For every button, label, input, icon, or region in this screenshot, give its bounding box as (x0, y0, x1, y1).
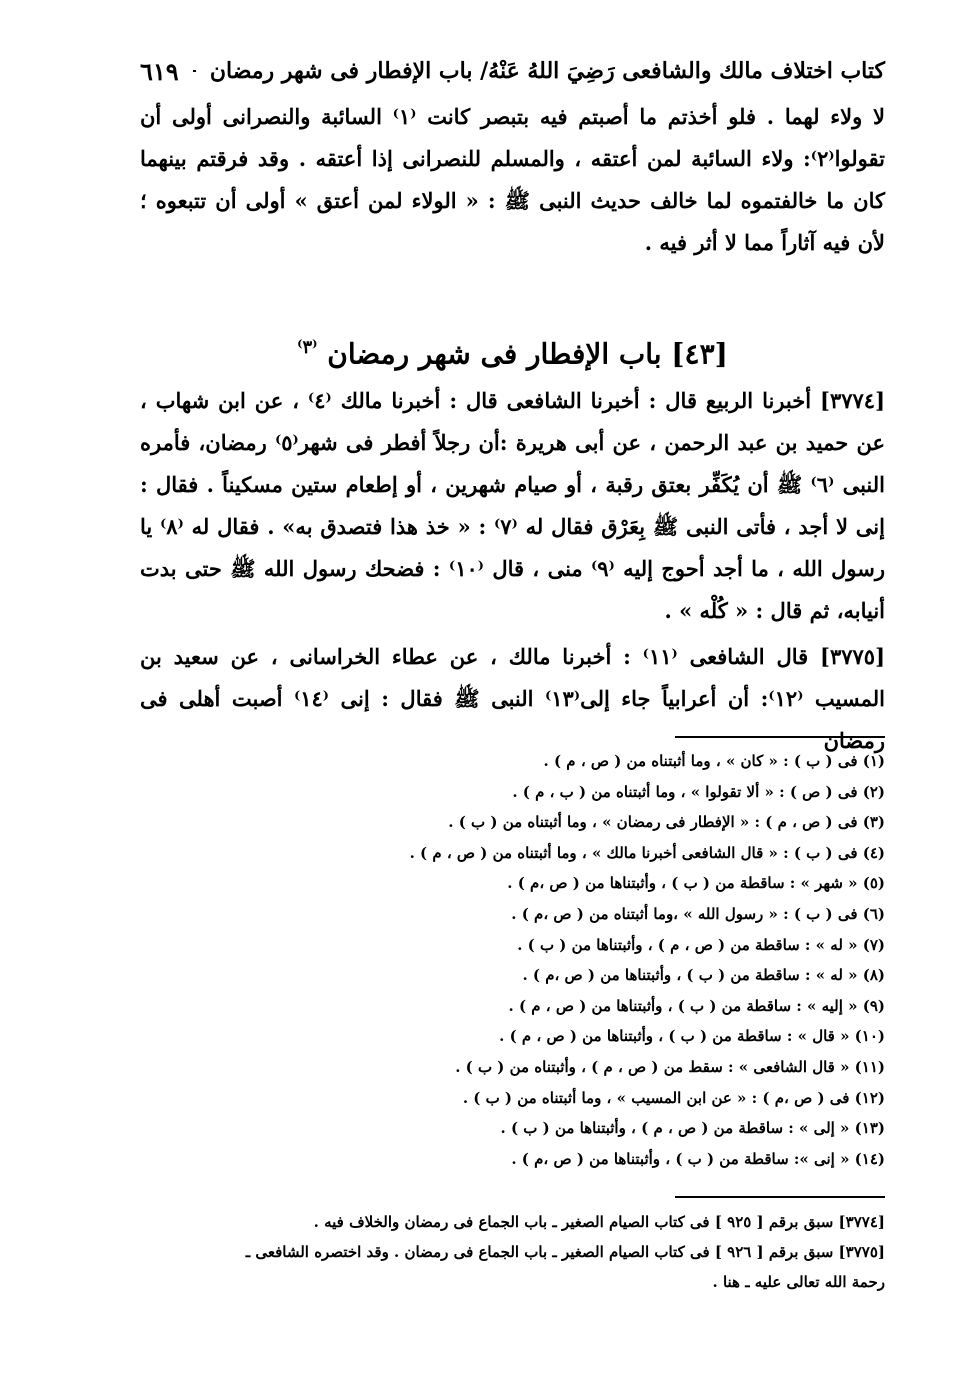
hadith-number: [٣٧٧٥] (820, 644, 886, 669)
hadith-3775 (140, 636, 885, 762)
running-header (140, 50, 885, 92)
reference-text: سبق برقم [ ٩٢٦ ] فى كتاب الصيام الصغير ـ باب الجماع فى رمضان . وقد اختصره الشافعى ـ (245, 1243, 834, 1261)
chapter-number: [٤٣] (671, 337, 728, 371)
reference-number: [٣٧٧٥] (838, 1243, 885, 1261)
hadith-text: أخبرنا الربيع قال : أخبرنا الشافعى قال : أخبرنا مالك ⁽٤⁾ ، عن ابن شهاب ، عن حميد بن عبد الرحمن ، عن أبى هريرة :أن رجلاً أفطر فى شهر⁽٥⁾ رمضان، فأمره النبى ⁽٦⁾ ﷺ أن يُكَفِّر بعتق رقبة ، أو صيام شهرين ، أو إطعام ستين مسكيناً . فقال : إنى لا أجد ، فأتى النبى ﷺ بِعَرْق فقال له ⁽٧⁾ : « خذ هذا فتصدق به» . فقال له ⁽٨⁾ يا رسول الله ، ما أجد أحوج إليه ⁽٩⁾ منى ، قال ⁽١٠⁾ : فضحك رسول الله ﷺ حتى بدت أنيابه، ثم قال : « كُلْه » . (140, 388, 885, 623)
footnote: (١٠) « قال » : ساقطة من ( ب ) ، وأثبتناها من ( ص ، م ) . (499, 1027, 885, 1046)
reference-3775 (140, 1237, 885, 1267)
reference-number: [٣٧٧٤] (838, 1213, 885, 1231)
paragraph-continued: لا ولاء لهما . فلو أخذتم ما أصبتم فيه بتبصر كانت ⁽١⁾ السائبة والنصرانى أولى أن تقولوا⁽٢⁾: ولاء السائبة لمن أعتقه ، والمسلم للنصرانى إذا أعتقه . وقد فرقتم بينهما كان ما خالفتموه لما خالف حديث النبى ﷺ : « الولاء لمن أعتق » أولى أن تتبعوه ؛ لأن فيه آثاراً مما لا أثر فيه . (140, 104, 885, 255)
footnote: (١٣) « إلى » : ساقطة من ( ص ، م ) ، وأثبتناها من ( ب ) . (500, 1119, 885, 1138)
header-rule (193, 70, 196, 72)
footnotes-list (140, 746, 885, 1174)
reference-continuation: رحمة الله تعالى عليه ـ هنا . (712, 1273, 885, 1291)
footnote: (٦) فى ( ب ) : « رسول الله » ،وما أثبتناه من ( ص ،م ) . (511, 904, 885, 923)
references-section (140, 1207, 885, 1297)
footnote: (٤) فى ( ب ) : « قال الشافعى أخبرنا مالك » ، وما أثبتناه من ( ص ، م ) . (409, 843, 885, 862)
footnote: (١٤) « إنى »: ساقطة من ( ب ) ، وأثبتناها من ( ص ،م ) . (511, 1149, 885, 1168)
footnote: (١٢) فى ( ص ،م ) : « عن ابن المسيب » ، وما أثبتناه من ( ب ) . (462, 1088, 885, 1107)
reference-divider (675, 1196, 885, 1198)
footnote: (٧) « له » : ساقطة من ( ص ، م ) ، وأثبتناها من ( ب ) . (517, 935, 885, 954)
hadith-3774 (140, 380, 885, 632)
footnote: (٢) فى ( ص ) : « ألا تقولوا » ، وما أثبتناه من ( ب ، م ) . (512, 782, 885, 801)
footnote: (٩) « إليه » : ساقطة من ( ب ) ، وأثبتناها من ( ص ، م ) . (508, 996, 885, 1015)
hadith-text: قال الشافعى ⁽١١⁾ : أخبرنا مالك ، عن عطاء الخراسانى ، عن سعيد بن المسيب ⁽١٢⁾: أن أعرابياً جاء إلى⁽١٣⁾ النبى ﷺ فقال : إنى ⁽١٤⁾ أصبت أهلى فى رمضان (140, 644, 885, 753)
footnote: (٥) « شهر » : ساقطة من ( ب ) ، وأثبتناها من ( ص ،م ) . (507, 874, 885, 893)
reference-3774 (140, 1207, 885, 1237)
footnote: (٨) « له » : ساقطة من ( ب ) ، وأثبتناها من ( ص ،م ) . (522, 966, 885, 985)
page-number: ٦١٩ (140, 56, 179, 86)
footnote: (٣) فى ( ص ، م ) : « الإفطار فى رمضان » ، وما أثبتناه من ( ب ) . (448, 813, 885, 832)
chapter-title: باب الإفطار فى شهر رمضان (327, 337, 662, 371)
chapter-heading (140, 322, 885, 380)
footnote: (١) فى ( ب ) : « كان » ، وما أثبتناه من ( ص ، م ) . (543, 752, 885, 770)
hadith-number: [٣٧٧٤] (820, 388, 886, 413)
footnote: (١١) « قال الشافعى » : سقط من ( ص ، م ) ، وأثبتناه من ( ب ) . (455, 1057, 885, 1076)
header-title: كتاب اختلاف مالك والشافعى رَضِيَ اللهُ عَنْهُ/ باب الإفطار فى شهر رمضان (209, 58, 885, 84)
reference-text: سبق برقم [ ٩٢٥ ] فى كتاب الصيام الصغير ـ باب الجماع فى رمضان والخلاف فيه . (313, 1213, 834, 1231)
chapter-note: ⁽٣⁾ (297, 337, 318, 358)
footnote-divider (675, 736, 885, 738)
